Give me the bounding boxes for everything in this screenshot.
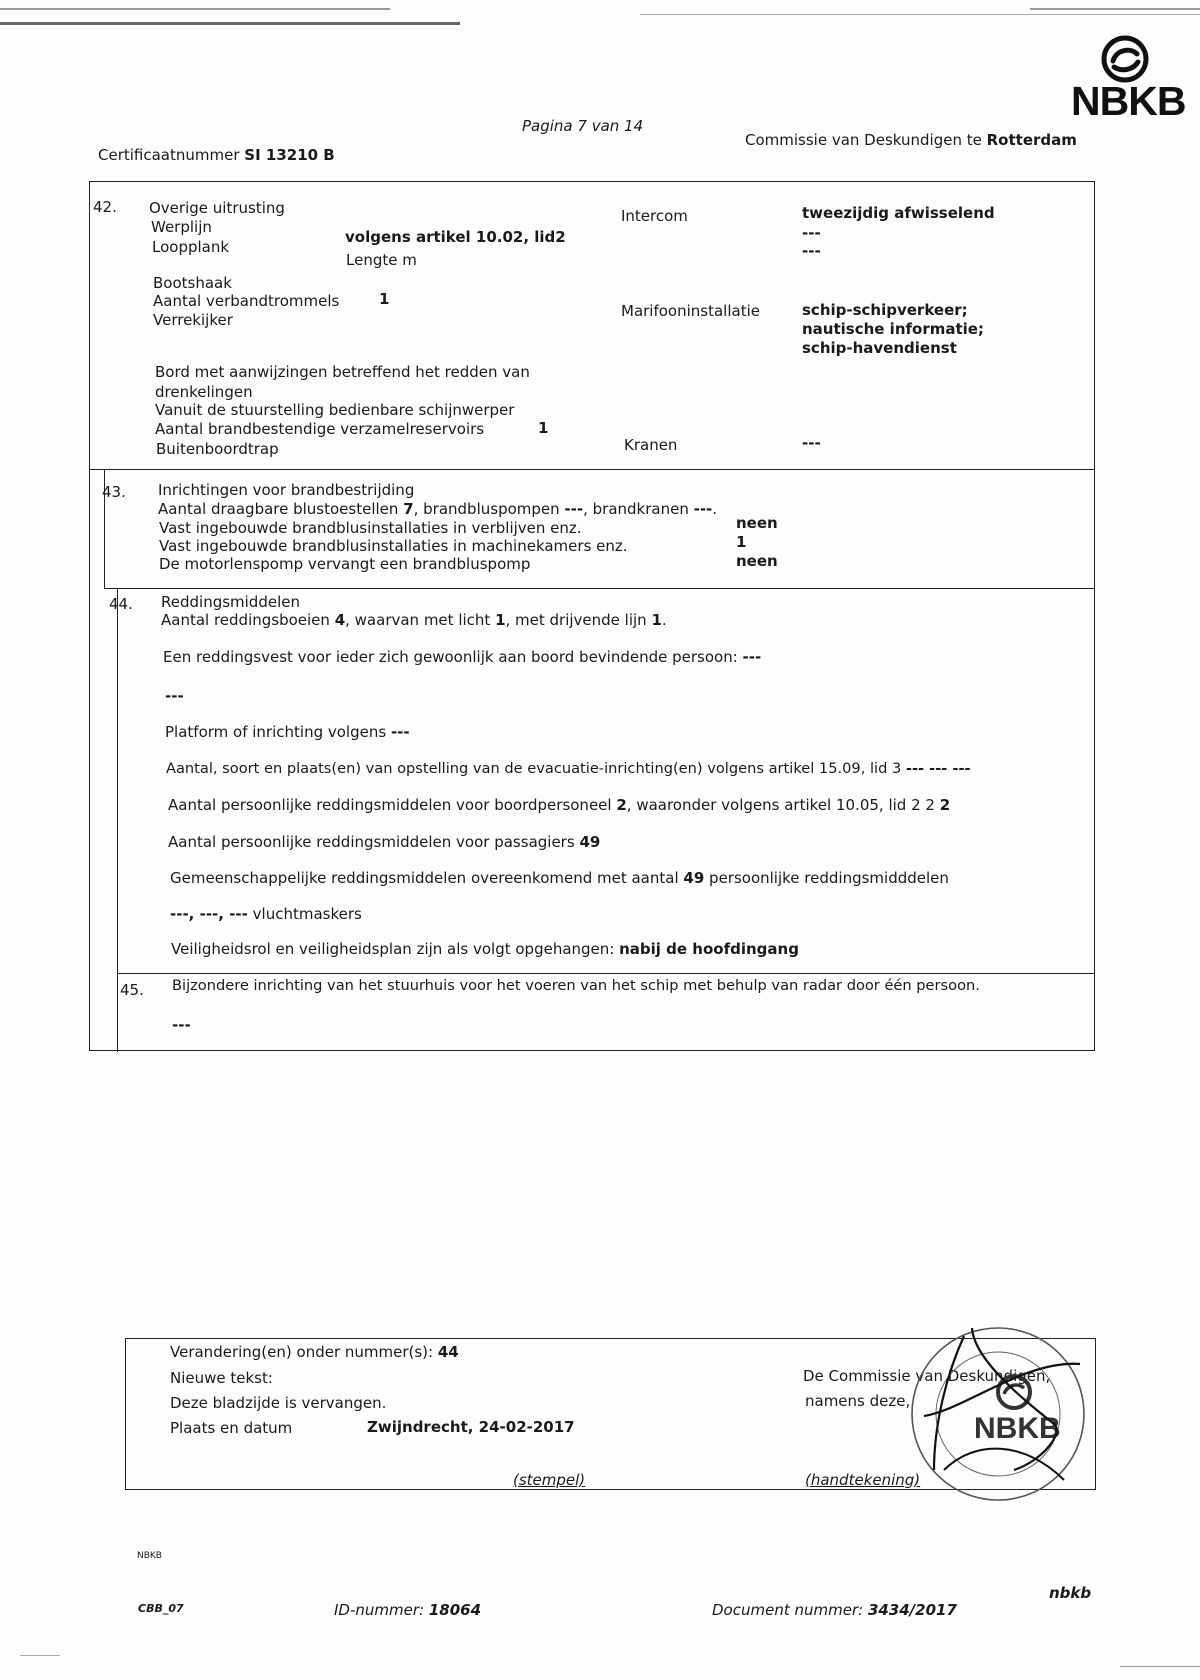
nbkb-logo-text: NBKB xyxy=(1071,78,1186,124)
kranen-value: --- xyxy=(802,434,821,452)
nbkb-stamp-icon xyxy=(904,1320,1092,1508)
marifoon-value-2: nautische informatie; xyxy=(802,320,984,338)
changes-line: Verandering(en) onder nummer(s): 44 xyxy=(170,1343,459,1361)
nbkb-logo-icon xyxy=(1100,34,1150,84)
section-44-title: Reddingsmiddelen xyxy=(161,593,300,611)
lengte-label: Lengte m xyxy=(346,251,417,269)
marifoon-value-3: schip-havendienst xyxy=(802,339,957,357)
footer-cbb-code: CBB_07 xyxy=(138,1602,184,1615)
scan-artifact xyxy=(1120,1666,1200,1667)
section-45-number: 45. xyxy=(120,981,144,999)
vluchtmaskers-line: ---, ---, --- vluchtmaskers xyxy=(170,905,362,923)
loopplank-value: volgens artikel 10.02, lid2 xyxy=(345,228,566,246)
section-divider xyxy=(89,469,1095,470)
nieuwe-tekst-label: Nieuwe tekst: xyxy=(170,1369,273,1387)
commission-header: Commissie van Deskundigen te Rotterdam xyxy=(745,131,1077,149)
section-43-title: Inrichtingen voor brandbestrijding xyxy=(158,481,415,499)
certificate-number: Certificaatnummer SI 13210 B xyxy=(98,146,335,164)
verbandtrommels-value: 1 xyxy=(379,290,390,308)
vervangen-label: Deze bladzijde is vervangen. xyxy=(170,1394,387,1412)
scan-artifact xyxy=(0,22,460,25)
verbandtrommels-label: Aantal verbandtrommels xyxy=(153,292,340,310)
veiligheidsrol-line: Veiligheidsrol en veiligheidsplan zijn als volgt opgehangen: nabij de hoofdingang xyxy=(171,940,799,958)
section-44-number: 44. xyxy=(109,595,133,613)
section-42-number: 42. xyxy=(93,198,117,216)
loopplank-dash-value: --- xyxy=(802,242,821,260)
intercom-value: tweezijdig afwisselend xyxy=(802,204,995,222)
section-43-number: 43. xyxy=(102,483,126,501)
scan-artifact xyxy=(640,14,1200,15)
evacuatie-line: Aantal, soort en plaats(en) van opstelling van de evacuatie-inrichting(en) volgens artikel 15.09, lid 3 --- --- --- xyxy=(166,760,971,777)
buitenboordtrap-label: Buitenboordtrap xyxy=(156,440,279,458)
section-45-text: Bijzondere inrichting van het stuurhuis voor het voeren van het schip met behulp van radar door één persoon. xyxy=(172,977,980,994)
machinekamers-label: Vast ingebouwde brandblusinstallaties in machinekamers enz. xyxy=(159,537,628,555)
machinekamers-value: 1 xyxy=(736,533,747,551)
section-divider xyxy=(104,588,1095,589)
footer-document-number: Document nummer: 3434/2017 xyxy=(712,1601,957,1619)
commissie-label: De Commissie van Deskundigen, xyxy=(803,1367,1051,1385)
scan-artifact xyxy=(20,1655,60,1656)
section-45-value: --- xyxy=(172,1016,191,1034)
stempel-label: (stempel) xyxy=(513,1471,586,1489)
plaats-datum-value: Zwijndrecht, 24-02-2017 xyxy=(367,1418,575,1436)
footer-id-number: ID-nummer: 18064 xyxy=(334,1601,482,1619)
svg-text:NBKB: NBKB xyxy=(974,1412,1061,1445)
bootshaak-label: Bootshaak xyxy=(153,274,232,292)
section-42-title: Overige uitrusting xyxy=(149,199,285,217)
gemeenschappelijk-line: Gemeenschappelijke reddingsmiddelen overeenkomend met aantal 49 persoonlijke reddingsmidddelen xyxy=(170,869,949,887)
passagiers-line: Aantal persoonlijke reddingsmiddelen voor passagiers 49 xyxy=(168,833,601,851)
kranen-label: Kranen xyxy=(624,436,678,454)
scan-artifact xyxy=(1030,8,1200,10)
reservoirs-value: 1 xyxy=(538,419,549,437)
section-divider xyxy=(117,973,1095,974)
reservoirs-label: Aantal brandbestendige verzamelreservoirs xyxy=(155,420,485,438)
boordpersoneel-line: Aantal persoonlijke reddingsmiddelen voor boordpersoneel 2, waaronder volgens artikel 10.05, lid 2 2 2 xyxy=(168,796,951,814)
verblijven-value: neen xyxy=(736,514,778,532)
plaats-datum-label: Plaats en datum xyxy=(170,1419,293,1437)
handtekening-label: (handtekening) xyxy=(805,1471,921,1489)
footer-nbkb-right: nbkb xyxy=(1049,1584,1092,1602)
loopplank-label: Loopplank xyxy=(152,238,230,256)
platform-line: Platform of inrichting volgens --- xyxy=(165,723,410,741)
motorlenspomp-value: neen xyxy=(736,552,778,570)
werplijn-value: --- xyxy=(802,224,821,242)
footer-nbkb-small: NBKB xyxy=(137,1551,162,1561)
verblijven-label: Vast ingebouwde brandblusinstallaties in verblijven enz. xyxy=(159,519,582,537)
motorlenspomp-label: De motorlenspomp vervangt een brandbluspomp xyxy=(159,555,531,573)
page-number: Pagina 7 van 14 xyxy=(522,117,644,135)
blustoestellen-line: Aantal draagbare blustoestellen 7, brandbluspompen ---, brandkranen ---. xyxy=(158,500,718,518)
marifoon-value-1: schip-schipverkeer; xyxy=(802,301,968,319)
reddingsvest-line: Een reddingsvest voor ieder zich gewoonlijk aan boord bevindende persoon: --- xyxy=(163,648,762,666)
reddingsvest-extra-value: --- xyxy=(165,687,184,705)
verrekijker-label: Verrekijker xyxy=(153,311,233,329)
margin-line xyxy=(117,588,118,1052)
werplijn-label: Werplijn xyxy=(151,218,212,236)
bord-label-line1: Bord met aanwijzingen betreffend het redden van xyxy=(155,363,530,381)
marifoon-label: Marifooninstallatie xyxy=(621,302,760,320)
namens-deze-label: namens deze, xyxy=(805,1392,911,1410)
reddingsboeien-line: Aantal reddingsboeien 4, waarvan met licht 1, met drijvende lijn 1. xyxy=(161,611,667,629)
scan-artifact xyxy=(0,8,390,10)
schijnwerper-label: Vanuit de stuurstelling bedienbare schijnwerper xyxy=(155,401,515,419)
bord-label-line2: drenkelingen xyxy=(155,383,253,401)
intercom-label: Intercom xyxy=(621,207,688,225)
